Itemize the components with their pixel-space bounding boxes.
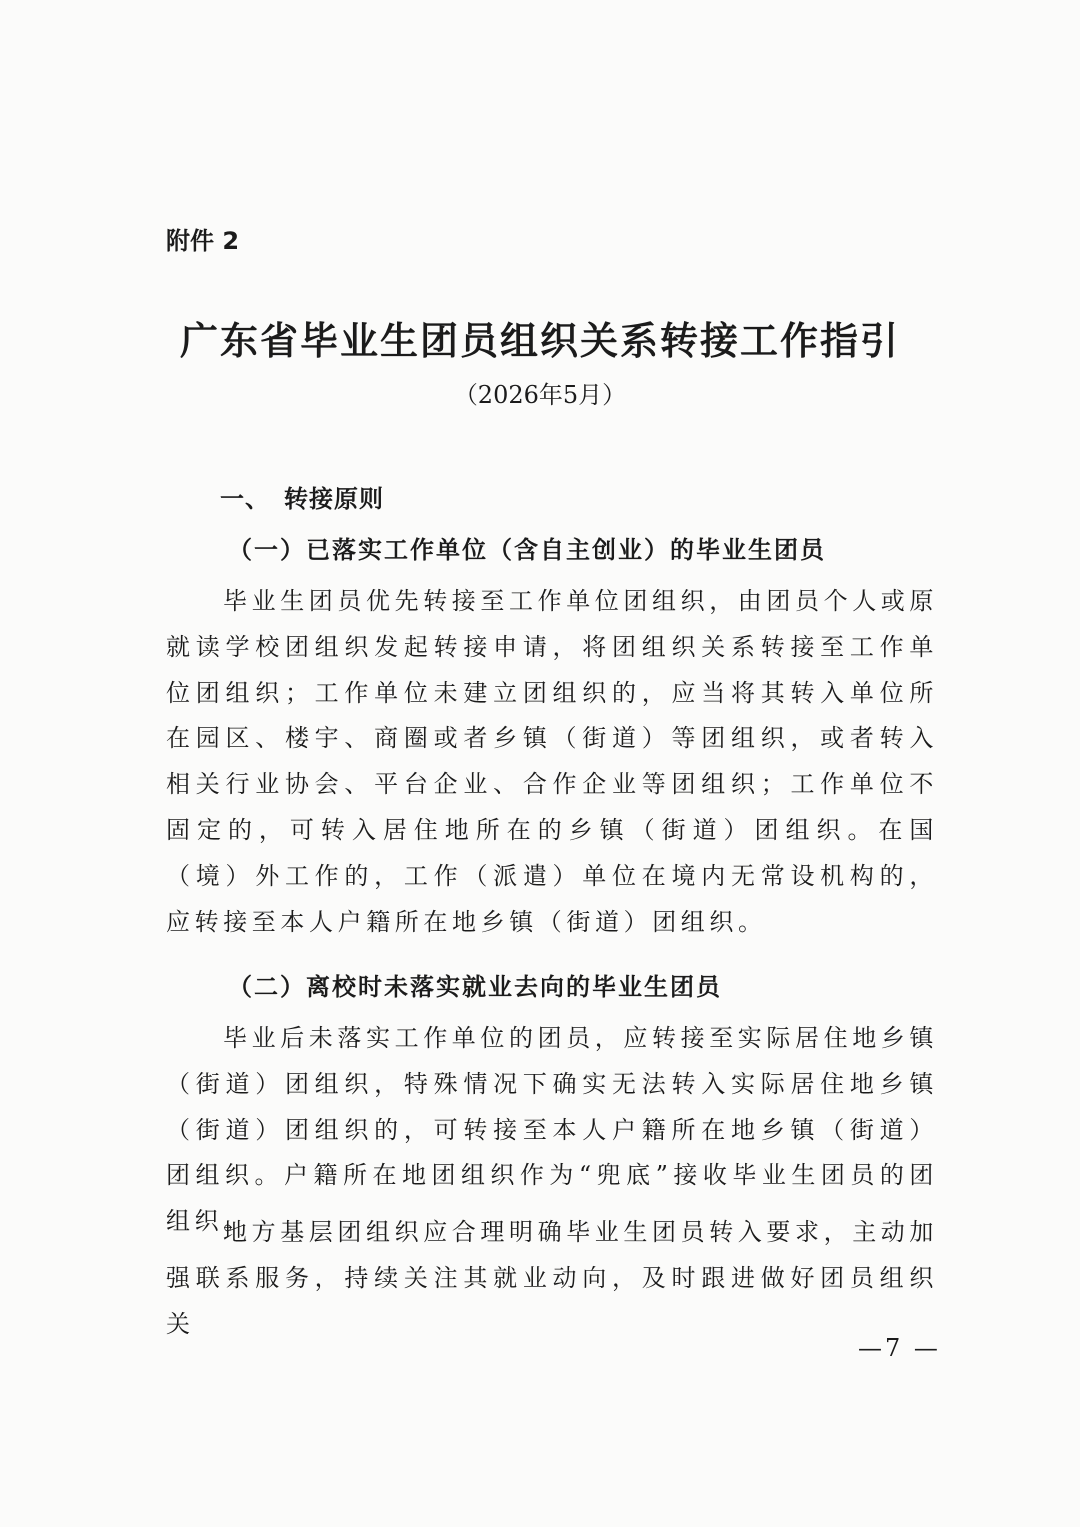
document-title: 广东省毕业生团员组织关系转接工作指引 — [179, 318, 900, 363]
document-date: （2026年5月） — [453, 381, 627, 409]
paragraph-2: 毕业后未落实工作单位的团员，应转接至实际居住地乡镇（街道）团组织，特殊情况下确实无法转入实际居住地乡镇（街道）团组织的，可转接至本人户籍所在地乡镇（街道）团组织。户籍所在地团组织作为“兜底”接收毕业生团员的团组织。 — [166, 1024, 938, 1236]
attachment-label: 附件 2 — [166, 227, 240, 255]
section-number: 一、 — [220, 485, 270, 513]
section-heading-1 — [220, 478, 384, 520]
subsection-heading-1: （一）已落实工作单位（含自主创业）的毕业生团员 — [228, 536, 826, 564]
paragraph-3: 地方基层团组织应合理明确毕业生团员转入要求，主动加强联系服务，持续关注其就业动向，及时跟进做好团员组织关 — [166, 1218, 938, 1338]
subsection-heading-2: （二）离校时未落实就业去向的毕业生团员 — [228, 973, 722, 1001]
paragraph-1: 毕业生团员优先转接至工作单位团组织，由团员个人或原就读学校团组织发起转接申请，将团组织关系转接至工作单位团组织；工作单位未建立团组织的，应当将其转入单位所在园区、楼宇、商圈或者乡镇（街道）等团组织，或者转入相关行业协会、平台企业、合作企业等团组织；工作单位不固定的，可转入居住地所在的乡镇（街道）团组织。在国（境）外工作的，工作（派遣）单位在境内无常设机构的，应转接至本人户籍所在地乡镇（街道）团组织。 — [166, 587, 938, 936]
section-title: 转接原则 — [284, 485, 384, 513]
page-number: —7 — — [858, 1334, 941, 1362]
